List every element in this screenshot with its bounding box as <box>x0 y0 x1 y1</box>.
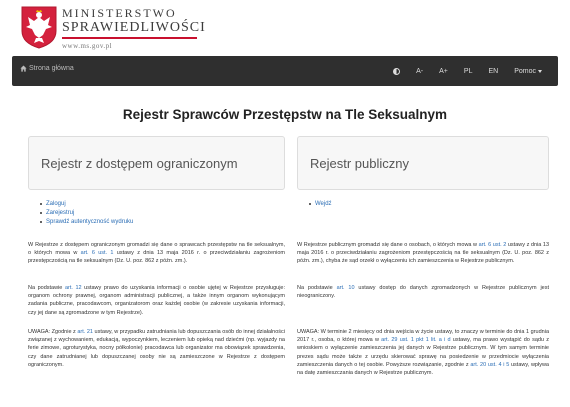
paragraph-text: Na podstawie <box>297 285 337 291</box>
list-item <box>46 209 285 218</box>
restricted-paragraph-3 <box>28 328 285 369</box>
ministry-logo-text[interactable] <box>62 7 206 50</box>
paragraph-text: UWAGA: Zgodnie z <box>28 329 78 335</box>
ministry-line1: MINISTERSTWO <box>62 6 177 20</box>
contrast-toggle-icon[interactable] <box>393 68 400 75</box>
nav-right-tools <box>385 56 550 86</box>
list-item <box>46 200 285 209</box>
art-6-ust-1-link[interactable]: art. 6 ust. 1 <box>80 250 114 257</box>
help-label: Pomoc <box>514 67 536 75</box>
list-item <box>46 218 285 227</box>
public-paragraph-1 <box>297 241 549 266</box>
register-link[interactable]: Zarejestruj <box>46 210 75 216</box>
home-icon <box>20 65 27 72</box>
site-header <box>0 0 570 54</box>
public-paragraph-3 <box>297 328 549 377</box>
restricted-register-links <box>28 200 285 227</box>
paragraph-text: ustawy dostęp do danych zgromadzonych w Rejestrze publicznym jest nieograniczony. <box>297 285 550 300</box>
enter-link[interactable]: Wejdź <box>315 201 332 207</box>
paragraph-text: W Rejestrze publicznym gromadzi się dane o osobach, o których mowa w <box>297 242 479 248</box>
paragraph-text: ustawy, w przypadku zatrudniania lub dopuszczania osób do innej działalności związanej z wychowaniem, edukacją, wypoczynkiem, leczeniem lub opieką nad dziećmi (np. wyjazdy na ferie zimowe, agroturystyka, nocny półkolonie) pracodawca lub organizator ma obowiązek sprawdzenia, czy dane zatrudnianej lub dopuszczanej osoby nie są zamieszczone w Rejestrze z dostępem ograniczonym. <box>28 329 286 368</box>
paragraph-text: ustawy z dnia 13 maja 2016 r. o przeciwdziałaniu zagrożeniom przestępczością na tle seksualnym (Dz. U. poz. 862 z późn. zm.), chyba że sąd orzekł o wyłączeniu ich zamieszczenia w Rejestrze publicznym. <box>297 242 550 265</box>
public-register-links <box>297 200 549 209</box>
login-link[interactable]: Zaloguj <box>46 201 66 207</box>
restricted-paragraph-2 <box>28 284 285 317</box>
paragraph-text: ustawy prawo do uzyskania informacji o osobie ujętej w Rejestrze przysługuje: organom ochrony prawnej, organom administracji publicznej, a także innym organom wykonującym zadania publiczne, pracodawcom, organizatorom oraz każdej osobie (w zakresie uzyskania informacji, czy jej dane są zgromadzone w tym Rejestrze). <box>28 285 285 316</box>
main-navbar <box>12 56 558 86</box>
art-29-link[interactable]: art. 29 ust. 1 pkt 1 lit. a i d <box>381 337 451 344</box>
restricted-register-column <box>28 136 285 227</box>
paragraph-text: ustawy, wpływa na datę zamieszczania danych w Rejestrze publicznym. <box>297 361 549 377</box>
ministry-line2: SPRAWIEDLIWOŚCI <box>62 20 206 35</box>
paragraph-text: ustawy z dnia 13 maja 2016 r. o przeciwdziałaniu zagrożeniom przestępczością na tle seksualnym (Dz. U. poz. 862 z późn. zm.). <box>28 250 286 265</box>
font-increase-button[interactable]: A+ <box>439 67 448 75</box>
polish-eagle-emblem-icon[interactable] <box>20 5 58 49</box>
lang-en-button[interactable]: EN <box>488 67 499 75</box>
paragraph-text: ustawy, ma prawo wystąpić do sądu z wnioskiem o wyłączenie zamieszczenia jej danych w Rejestrze publicznym. W tym samym terminie prezes sądu może także z urzędu skierować sprawę na posiedzenie w przedmiocie wyłączenia zamieszczenia danych o tej osobie. Powyższe rozwiązanie, zgodnie z <box>297 337 549 368</box>
nav-home-link[interactable] <box>20 65 74 72</box>
restricted-paragraph-1 <box>28 241 285 266</box>
public-register-panel-title: Rejestr publiczny <box>297 136 549 190</box>
nav-home-label: Strona główna <box>29 65 74 72</box>
ministry-url: www.ms.gov.pl <box>62 42 113 50</box>
art-6-ust-2-link[interactable]: art. 6 ust. 2 <box>478 242 507 248</box>
public-paragraph-2 <box>297 284 549 300</box>
paragraph-text: Na podstawie <box>28 285 65 291</box>
font-decrease-button[interactable]: A- <box>416 67 424 75</box>
paragraph-text: UWAGA: W terminie 2 miesięcy od dnia wejścia w życie ustawy, to znaczy w terminie do dnia 1 grudnia 2017 r., osoba, o której mowa w <box>297 329 549 344</box>
art-20-link[interactable]: art. 20 ust. 4 i 5 <box>470 361 510 368</box>
list-item <box>315 200 549 209</box>
help-dropdown[interactable] <box>514 68 542 75</box>
chevron-down-icon <box>538 70 542 73</box>
red-divider <box>62 37 197 39</box>
art-12-link[interactable]: art. 12 <box>64 285 82 291</box>
public-register-column <box>297 136 549 209</box>
verify-printout-link[interactable]: Sprawdź autentyczność wydruku <box>46 219 134 225</box>
restricted-register-panel-title: Rejestr z dostępem ograniczonym <box>28 136 285 190</box>
lang-pl-button[interactable]: PL <box>463 67 473 75</box>
art-21-link[interactable]: art. 21 <box>77 329 93 335</box>
paragraph-text: W Rejestrze z dostępem ograniczonym gromadzi się dane o sprawcach przestępstw na tle seksualnym, o których mowa w <box>28 242 285 257</box>
art-10-link[interactable]: art. 10 <box>336 285 355 291</box>
page-title: Rejestr Sprawców Przestępstw na Tle Seksualnym <box>122 107 448 122</box>
